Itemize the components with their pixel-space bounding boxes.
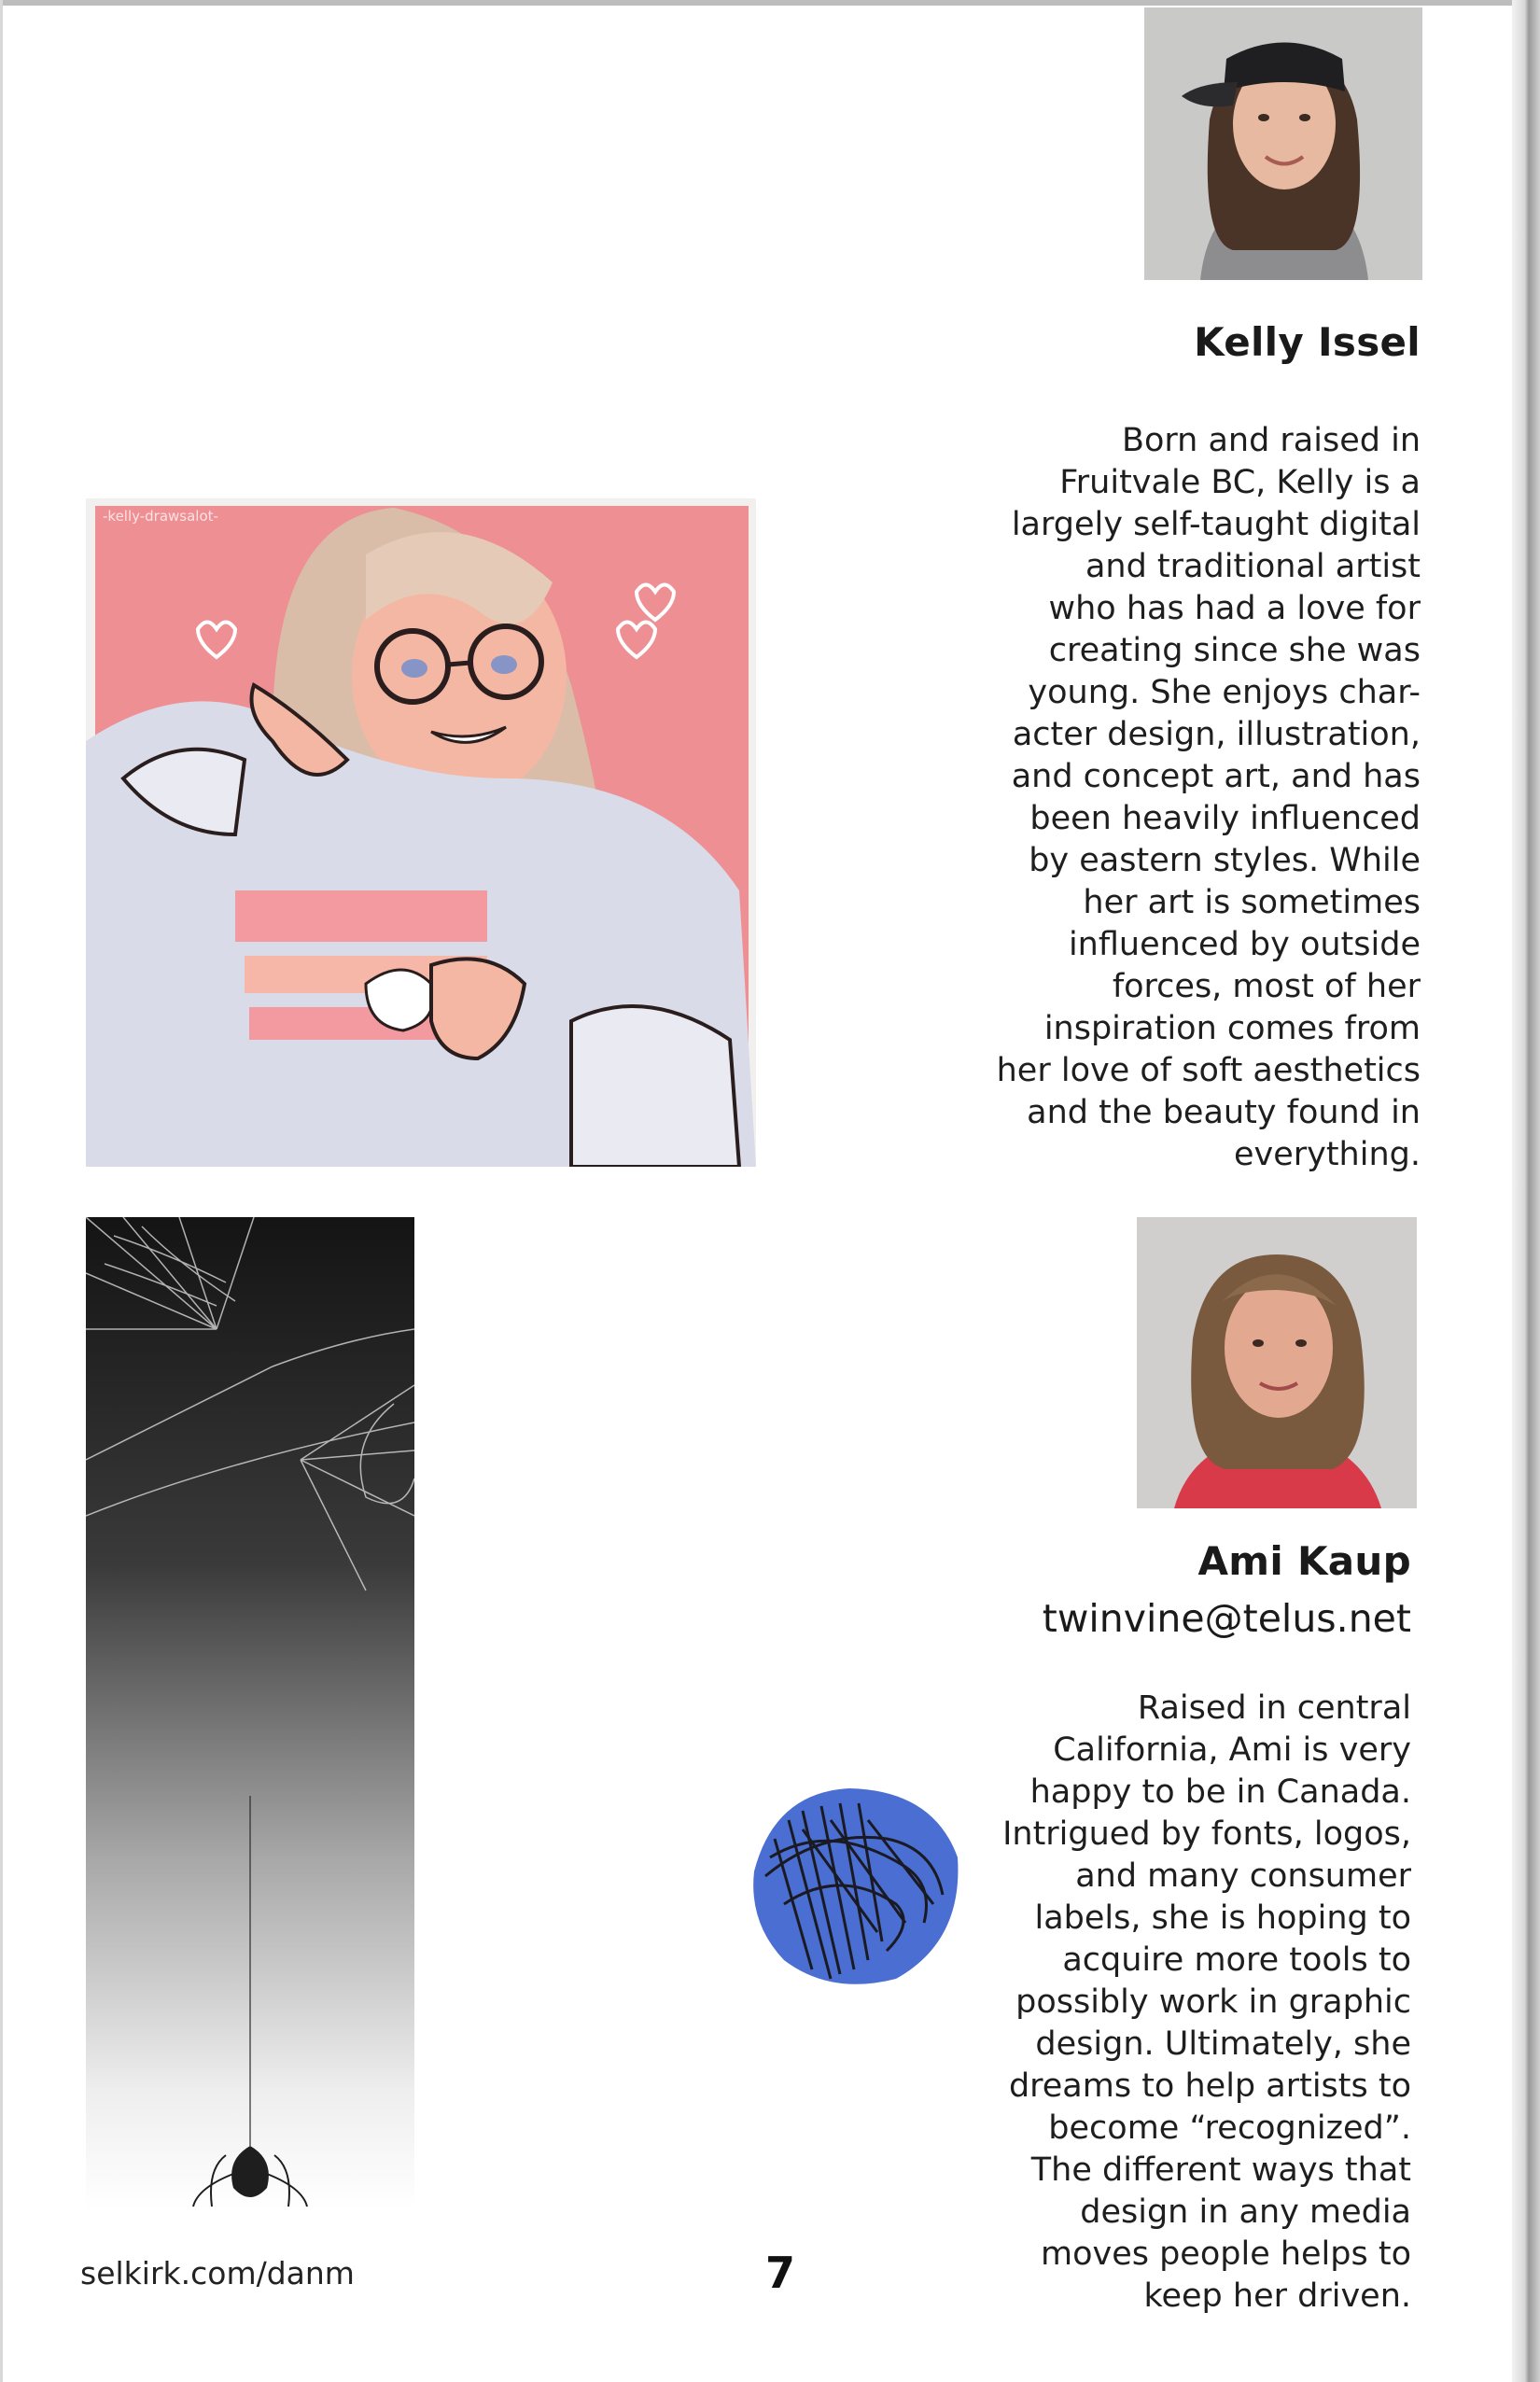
bio-line: influenced by outside	[1068, 926, 1421, 963]
bio-line: labels, she is hoping to	[1034, 1899, 1411, 1937]
profile-name-ami: Ami Kaup	[1197, 1538, 1411, 1584]
bio-line: Fruitvale BC, Kelly is a	[1059, 464, 1421, 501]
profile-bio-kelly	[997, 420, 1421, 1176]
bio-line: been heavily influenced	[1029, 800, 1421, 837]
page-right-edge	[1512, 0, 1540, 2382]
bio-line: California, Ami is very	[1053, 1731, 1411, 1769]
bio-line: who has had a love for	[1048, 590, 1421, 627]
bio-line: Intrigued by fonts, logos,	[1002, 1815, 1411, 1853]
bio-line: keep her driven.	[1143, 2277, 1411, 2315]
bio-line: possibly work in graphic	[1015, 1983, 1411, 2021]
profile-email-ami[interactable]: twinvine@telus.net	[1042, 1596, 1411, 1641]
profile-name-kelly: Kelly Issel	[1194, 319, 1421, 365]
bio-line: and concept art, and has	[1011, 758, 1421, 795]
footer-url[interactable]: selkirk.com/danm	[80, 2255, 355, 2291]
bio-line: forces, most of her	[1112, 968, 1421, 1005]
kelly-illustration	[86, 498, 756, 1167]
ami-kaup-portrait	[1137, 1217, 1417, 1508]
bio-line: happy to be in Canada.	[1029, 1773, 1411, 1811]
kelly-issel-portrait	[1144, 7, 1422, 280]
page-left-edge	[0, 0, 3, 2382]
bio-line: acquire more tools to	[1062, 1941, 1411, 1979]
bio-line: inspiration comes from	[1043, 1010, 1421, 1047]
bio-line: moves people helps to	[1040, 2235, 1411, 2273]
page-top-edge	[0, 0, 1540, 6]
bio-line: The different ways that	[1030, 2151, 1411, 2189]
bio-line: become “recognized”.	[1048, 2109, 1411, 2147]
bio-line: creating since she was	[1048, 632, 1421, 669]
bio-line: and many consumer	[1075, 1857, 1411, 1895]
bio-line: Raised in central	[1137, 1689, 1411, 1727]
spiderweb-artwork	[86, 1217, 414, 2210]
bio-line: acter design, illustration,	[1012, 716, 1421, 753]
bio-line: by eastern styles. While	[1029, 842, 1421, 879]
bio-line: her art is sometimes	[1083, 884, 1421, 921]
bio-line: everything.	[1233, 1136, 1421, 1173]
bio-line: largely self-taught digital	[1011, 506, 1421, 543]
bio-line: and traditional artist	[1085, 548, 1421, 585]
illustration-watermark: -kelly-drawsalot-	[103, 508, 218, 525]
bio-line: dreams to help artists to	[1008, 2067, 1411, 2105]
blue-scribble-circle	[747, 1783, 965, 1990]
bio-line: design in any media	[1080, 2193, 1411, 2231]
bio-line: and the beauty found in	[1027, 1094, 1421, 1131]
bio-line: young. She enjoys char-	[1028, 674, 1421, 711]
page-number: 7	[765, 2248, 796, 2298]
profile-bio-ami	[1002, 1688, 1411, 2318]
bio-line: design. Ultimately, she	[1035, 2025, 1411, 2063]
bio-line: Born and raised in	[1121, 422, 1421, 459]
bio-line: her love of soft aesthetics	[996, 1052, 1421, 1089]
